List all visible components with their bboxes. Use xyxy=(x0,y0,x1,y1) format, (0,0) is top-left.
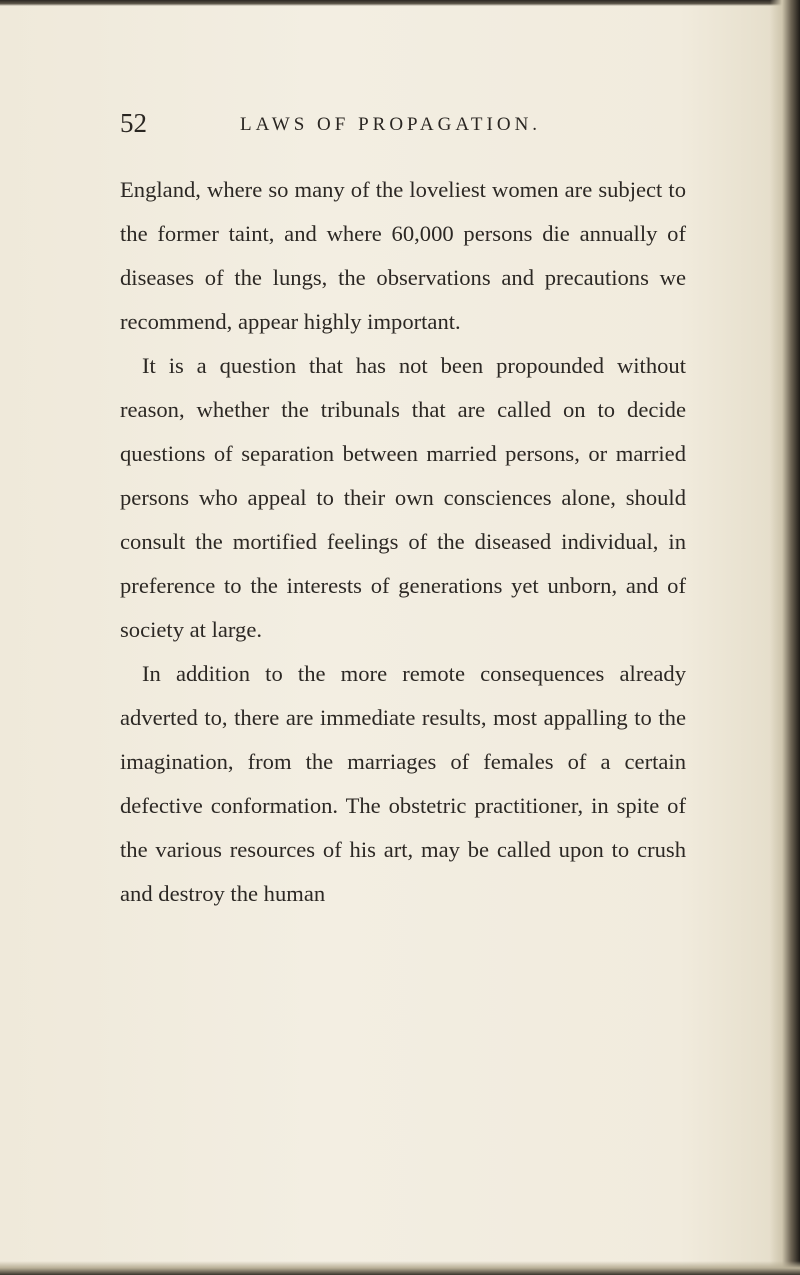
page-header xyxy=(120,108,720,148)
paragraph-2: It is a question that has not been propounded without reason, whether the tribunals that are called on to decide questions of separation between married persons, or married persons who appeal to their own consciences alone, should consult the mortified feelings of the diseased individual, in preference to the interests of generations yet unborn, and of society at large. xyxy=(120,353,686,642)
page-bottom-shadow xyxy=(0,1261,800,1275)
page-binding-shadow xyxy=(770,0,800,1275)
page-number: 52 xyxy=(120,108,147,138)
page-top-shadow xyxy=(0,0,800,6)
body-text xyxy=(120,168,686,916)
paragraph-1: England, where so many of the loveliest women are subject to the former taint, and where 60,000 persons die annually of diseases of the lungs, the observations and precautions we recommend, appear highly important. xyxy=(120,177,686,334)
paragraph-3: In addition to the more remote consequences already adverted to, there are immediate results, most appalling to the imagination, from the marriages of females of a certain defective conformation. The obstetric practitioner, in spite of the various resources of his art, may be called upon to crush and destroy the human xyxy=(120,661,686,906)
running-title: LAWS OF PROPAGATION. xyxy=(240,114,542,135)
